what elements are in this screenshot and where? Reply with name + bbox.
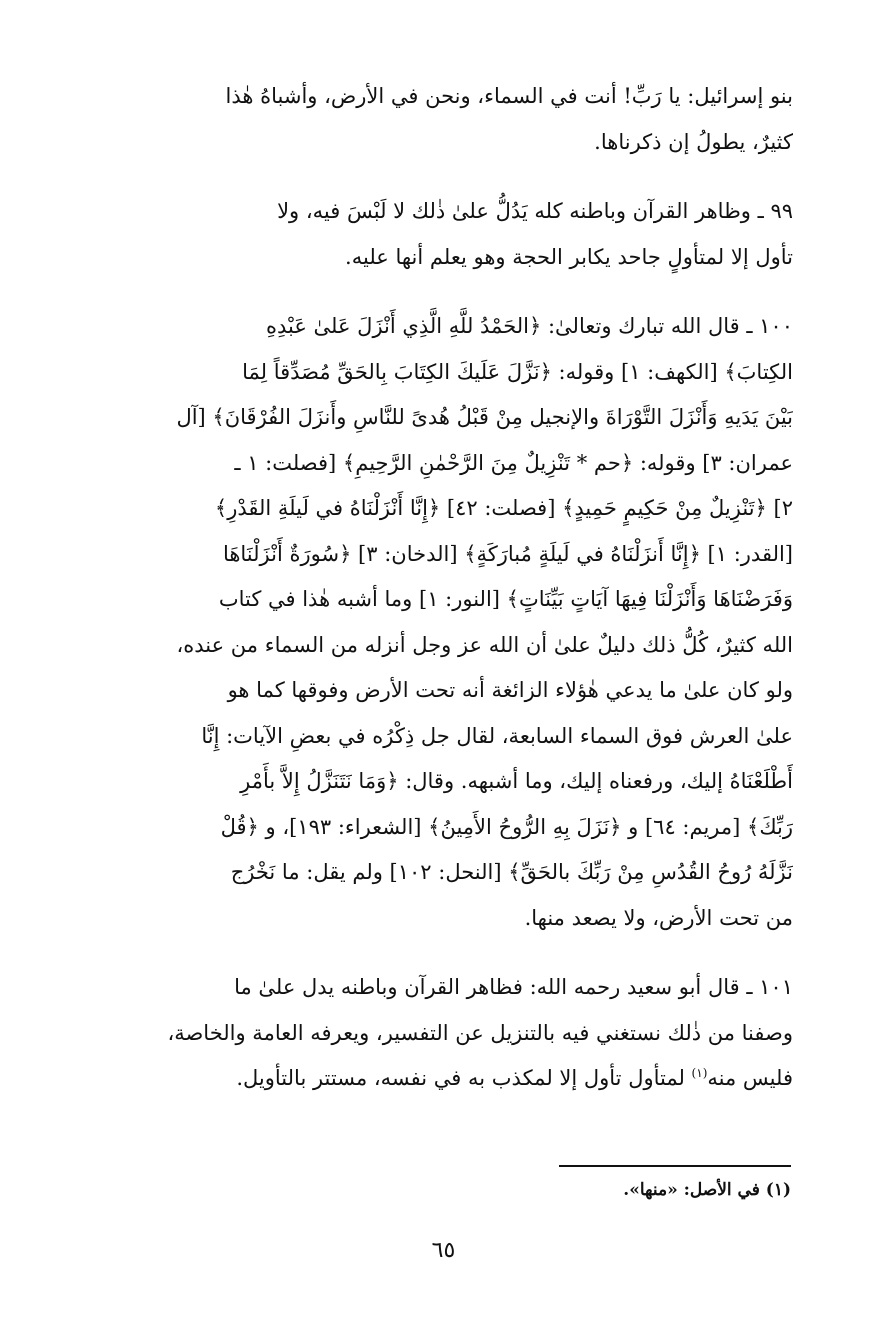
text-line: ١٠٠ ـ قال الله تبارك وتعالىٰ: ﴿الحَمْدُ للَّهِ الَّذِي أَنْزَلَ عَلىٰ عَبْدِهِ — [265, 314, 793, 338]
text-line: الله كثيرٌ، كُلُّ ذلك دليلٌ علىٰ أن الله عز وجل أنزله من السماء من عنده، — [176, 632, 793, 657]
text-line: كثيرٌ، يطولُ إن ذكرناها. — [594, 129, 793, 154]
text-line: بَيْنَ يَدَيهِ وَأَنْزَلَ التَّوْرَاةَ والإنجيل مِنْ قَبْلُ هُدىً للنَّاسِ وأَنزَلَ الفُرْقَانَ﴾ [آل — [176, 405, 793, 429]
text-line: تأول إلا لمتأولٍ جاحد يكابر الحجة وهو يعلم أنها عليه. — [345, 244, 793, 269]
text-line: وصفنا من ذٰلك نستغني فيه بالتنزيل عن التفسير، ويعرفه العامة والخاصة، — [167, 1020, 793, 1045]
text-fragment: فليس منه — [707, 1066, 793, 1090]
footnote-reference[interactable]: (١) — [691, 1066, 708, 1080]
text-line: ١٠١ ـ قال أبو سعيد رحمه الله: فظاهر القرآن وباطنه يدل علىٰ ما — [234, 975, 793, 999]
text-line: من تحت الأرض، ولا يصعد منها. — [524, 905, 793, 930]
body-text — [92, 74, 793, 1102]
paragraph-1 — [92, 74, 793, 165]
text-line: عمران: ٣] وقوله: ﴿حم * تَنْزِيلٌ مِنَ الرَّحْمٰنِ الرَّحِيمِ﴾ [فصلت: ١ ـ — [234, 450, 793, 475]
paragraph-99 — [92, 189, 793, 280]
text-line — [92, 1056, 793, 1102]
text-line: نَزَّلَهُ رُوحُ القُدُسِ مِنْ رَبِّكَ بالحَقِّ﴾ [النحل: ١٠٢] ولم يقل: ما نَخْرُج — [230, 860, 793, 884]
text-line: وَفَرَضْنَاهَا وَأَنْزَلْنَا فِيهَا آيَاتٍ بَيِّنَاتٍ﴾ [النور: ١] وما أشبه هٰذا في كتاب — [218, 587, 793, 611]
text-line: ٢] ﴿تَنْزِيلٌ مِنْ حَكِيمٍ حَمِيدٍ﴾ [فصلت: ٤٢] ﴿إِنَّا أَنْزَلْنَاهُ في لَيلَةِ القَدْرِ﴾ — [214, 496, 793, 520]
page-number: ٦٥ — [431, 1238, 456, 1263]
paragraph-101 — [92, 965, 793, 1102]
text-line: ولو كان علىٰ ما يدعي هٰؤلاء الزائغة أنه تحت الأرض وفوقها كما هو — [227, 678, 793, 702]
text-line: علىٰ العرش فوق السماء السابعة، لقال جل ذِكْرُه في بعضِ الآيات: إِنَّا — [201, 723, 793, 748]
paragraph-100 — [92, 304, 793, 941]
text-line: رَبِّكَ﴾ [مريم: ٦٤] و ﴿نَزَلَ بِهِ الرُّوحُ الأَمِينُ﴾ [الشعراء: ١٩٣]، و ﴿قُلْ — [220, 814, 793, 839]
text-line: أَطْلَعْنَاهُ إليك، ورفعناه إليك، وما أشبهه. وقال: ﴿وَمَا نَتَنَزَّلُ إِلاَّ بأَمْرِ — [240, 769, 793, 793]
footnote-divider — [559, 1165, 791, 1167]
text-line: [القدر: ١] ﴿إِنَّا أَنزَلْنَاهُ في لَيلَةٍ مُبارَكَةٍ﴾ [الدخان: ٣] ﴿سُورَةٌ أَنْزَلْنَاهَا — [222, 541, 793, 566]
text-line: الكِتابَ﴾ [الكهف: ١] وقوله: ﴿نَزَّلَ عَلَيكَ الكِتَابَ بِالحَقِّ مُصَدِّقاً لِمَا — [242, 359, 793, 384]
text-line: ٩٩ ـ وظاهر القرآن وباطنه كله يَدُلُّ علىٰ ذٰلك لا لَبْسَ فيه، ولا — [277, 199, 793, 223]
footnote: (١) في الأصل: «منها». — [623, 1180, 791, 1200]
text-line: بنو إسرائيل: يا رَبِّ! أنت في السماء، ونحن في الأرض، وأشباهُ هٰذا — [225, 84, 793, 108]
text-fragment: لمتأول تأول إلا لمكذب به في نفسه، مستتر بالتأويل. — [236, 1066, 692, 1090]
